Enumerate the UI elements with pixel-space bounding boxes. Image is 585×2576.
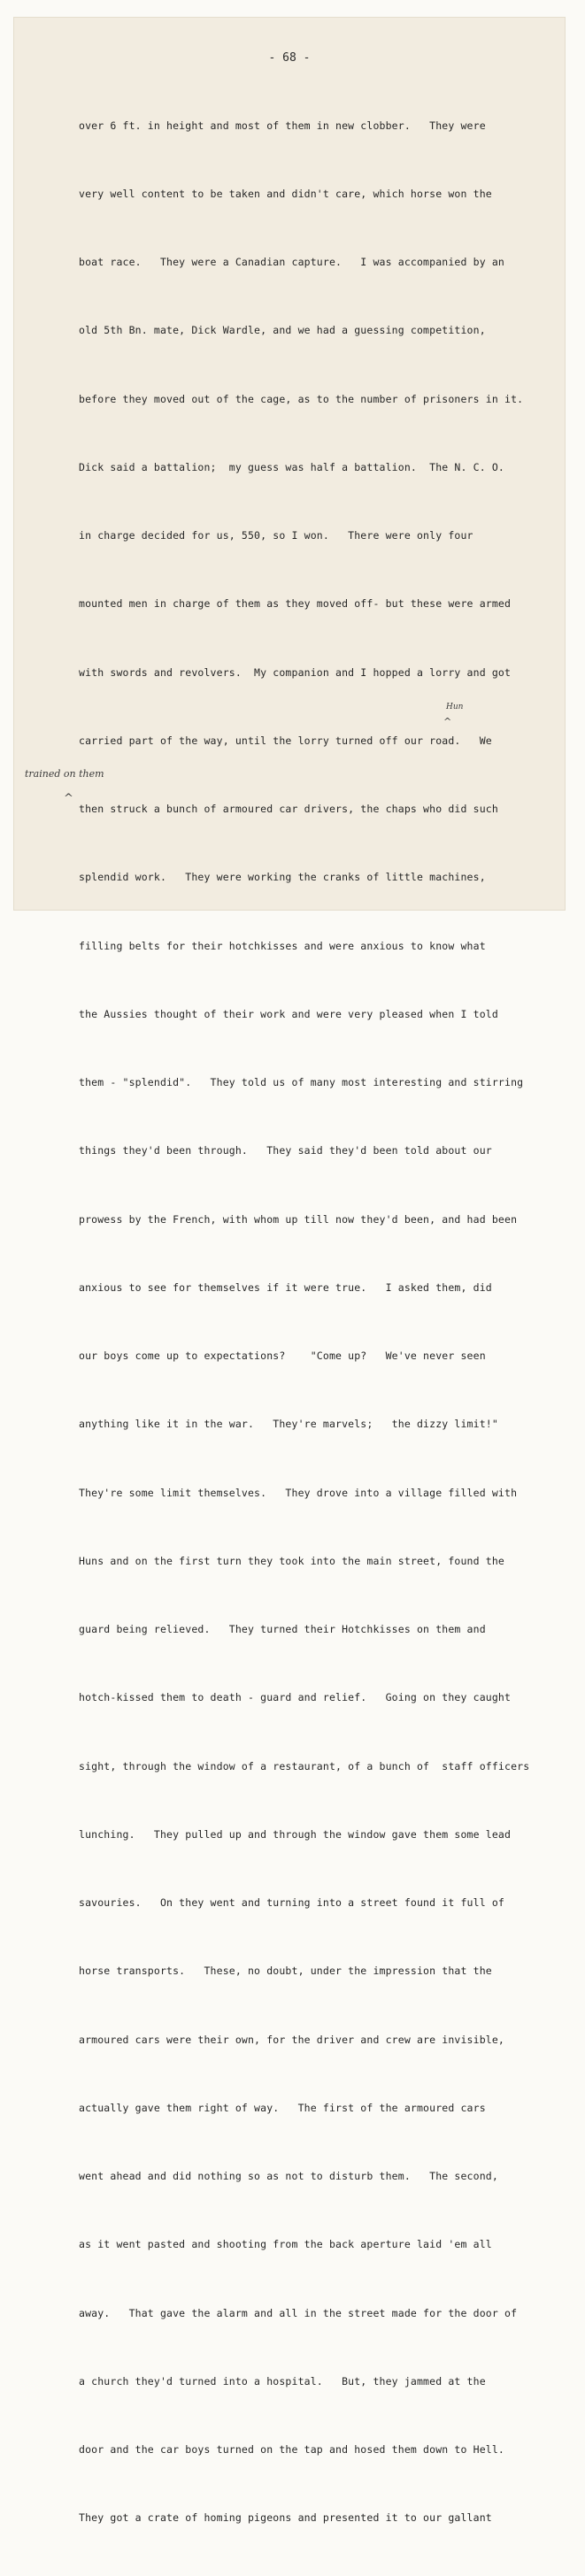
body-text: [79, 69, 561, 2576]
text-line: armoured cars were their own, for the driver and crew are invisible,: [79, 2033, 505, 2046]
text-line: in charge decided for us, 550, so I won. There were only four: [79, 529, 473, 542]
typescript-page: [14, 18, 565, 2525]
text-line: Huns and on the first turn they took into the main street, found the: [79, 1554, 505, 1567]
text-line: savouries. On they went and turning into a street found it full of: [79, 1896, 505, 1909]
text-line: actually gave them right of way. The first of the armoured cars: [79, 2101, 486, 2114]
text-line: anxious to see for themselves if it were true. I asked them, did: [79, 1280, 492, 1294]
text-line: things they'd been through. They said they'd been told about our: [79, 1144, 492, 1157]
text-line: a church they'd turned into a hospital. But, they jammed at the: [79, 2374, 486, 2388]
text-line: guard being relieved. They turned their Hotchkisses on them and: [79, 1623, 486, 1635]
text-line: They're some limit themselves. They drove into a village filled with: [79, 1486, 518, 1499]
text-line: Dick said a battalion; my guess was half a battalion. The N. C. O.: [79, 460, 505, 473]
text-line: horse transports. These, no doubt, under the impression that the: [79, 1965, 492, 1978]
handwritten-margin-note: trained on them: [25, 768, 104, 780]
text-line: carried part of the way, until the lorry turned off our road. We: [79, 734, 492, 747]
text-line: the Aussies thought of their work and were very pleased when I told: [79, 1007, 498, 1020]
text-line: hotch-kissed them to death - guard and relief. Going on they caught: [79, 1691, 512, 1704]
text-line: boat race. They were a Canadian capture. I was accompanied by an: [79, 256, 505, 268]
text-line: them - "splendid". They told us of many most interesting and stirring: [79, 1076, 524, 1088]
handwritten-insert: Hun: [446, 703, 464, 711]
text-line: as it went pasted and shooting from the back aperture laid 'em all: [79, 2238, 492, 2251]
text-line: before they moved out of the cage, as to the number of prisoners in it.: [79, 392, 524, 405]
text-line: with swords and revolvers. My companion and I hopped a lorry and got: [79, 665, 512, 679]
text-line: sight, through the window of a restaurant, of a bunch of staff officers: [79, 1759, 530, 1772]
text-line: mounted men in charge of them as they moved off- but these were armed: [79, 597, 512, 611]
text-line: away. That gave the alarm and all in the street made for the door of: [79, 2306, 518, 2319]
text-line: went ahead and did nothing so as not to disturb them. The second,: [79, 2170, 498, 2182]
insert-caret: ^: [443, 716, 452, 727]
text-line: prowess by the French, with whom up till now they'd been, and had been: [79, 1212, 518, 1226]
text-line: over 6 ft. in height and most of them in new clobber. They were: [79, 119, 486, 132]
text-line: our boys come up to expectations? "Come up? We've never seen: [79, 1350, 486, 1362]
text-line: They got a crate of homing pigeons and presented it to our gallant: [79, 2511, 492, 2525]
text-line: old 5th Bn. mate, Dick Wardle, and we had a guessing competition,: [79, 324, 486, 337]
text-line: filling belts for their hotchkisses and were anxious to know what: [79, 939, 486, 952]
text-line: lunching. They pulled up and through the window gave them some lead: [79, 1827, 512, 1841]
margin-caret: ^: [64, 792, 73, 805]
text-line: very well content to be taken and didn't care, which horse won the: [79, 187, 492, 200]
text-line: door and the car boys turned on the tap and hosed them down to Hell.: [79, 2443, 505, 2456]
text-line: then struck a bunch of armoured car drivers, the chaps who did such: [79, 803, 498, 815]
text-line: splendid work. They were working the cranks of little machines,: [79, 871, 486, 884]
page-number: - 68 -: [268, 51, 311, 65]
text-line: anything like it in the war. They're marvels; the dizzy limit!": [79, 1418, 498, 1431]
